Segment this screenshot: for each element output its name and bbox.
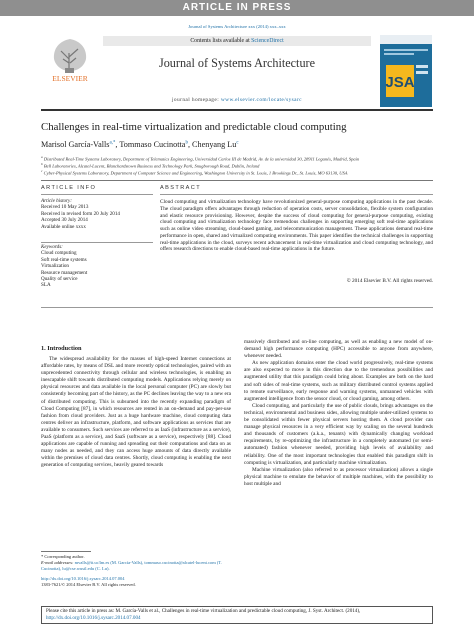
corresponding-author-note: * Corresponding author. <box>41 554 85 559</box>
divider <box>41 194 153 195</box>
email-links[interactable]: mvalls@it.uc3m.es (M. García-Valls), tommaso.cucinotta@alcatel-lucent.com (T. Cucinotta), lu@cse.wustl.edu (C. Lu). <box>41 560 222 572</box>
author-name: Tommaso Cucinotta <box>119 140 186 149</box>
body-text-right-column <box>244 339 433 488</box>
divider <box>41 180 433 181</box>
cover-letters: JSA <box>385 74 415 91</box>
author-name: Chenyang Lu <box>192 140 237 149</box>
history-entry: Received 10 May 2013 <box>41 204 89 211</box>
author-name: Marisol García-Valls <box>41 140 110 149</box>
abstract-heading: ABSTRACT <box>160 185 202 191</box>
journal-citation-line[interactable]: Journal of Systems Architecture xxx (2014) xxx–xxx <box>188 24 286 29</box>
paragraph: Machine virtualization (also referred to as processor virtualization) allows a single physical machine to emulate the behavior of multiple machines, with the possibility to host multiple and <box>244 466 433 487</box>
history-entry: Accepted 30 July 2014 <box>41 217 88 224</box>
body-text-left-column: The widespread availability for the masses of high-speed Internet connections at affordable rates, by means of DSL and more recently optical technologies, paired with an unprecedented connectivity through cellular and wireless technologies, is enabling an inescapable shift towards distributed computing models. Applications relying merely on physical resources and data available in the local personal computer (PC) are slowly but consistently becoming part of the history, as the PC declines leaving the way to a new era of distributed computing. This is subsumed into the recently expanding paradigm of Cloud Computing [87], in which resources are rented in an on-demand and pay-per-use fashion from cloud providers. Just as a huge hardware machine, cloud computing data centres deliver an infrastructure, platform, and software applications as services that are available to consumers. Such services are referred to as IaaS (infrastructure as a service), PaaS (platform as a service), and SaaS (software as a service), respectively [88]. Cloud applications are capable of running and spreading out their computations and data on as many nodes as needed, and they can access huge amounts of data directly available within the premises of cloud data centres. Shortly, cloud computing is enabling the next generation of computing services, heavily geared towards <box>41 356 231 469</box>
article-history: Article history: Received 10 May 2013 Received in revised form 20 July 2014 Accepted 30 July 2014 Available online xxxx <box>41 198 153 230</box>
history-entry: Received in revised form 20 July 2014 <box>41 210 120 217</box>
author-affiliation-mark[interactable]: a,* <box>109 140 116 146</box>
section-heading: 1. Introduction <box>41 345 82 352</box>
cite-this-article-box <box>41 606 433 624</box>
journal-cover-image <box>380 35 432 107</box>
article-title: Challenges in real-time virtualization and predictable cloud computing <box>41 121 347 133</box>
copyright-notice: © 2014 Elsevier B.V. All rights reserved. <box>346 278 433 284</box>
journal-title: Journal of Systems Architecture <box>158 56 316 70</box>
divider <box>160 194 433 195</box>
divider <box>41 242 153 243</box>
keyword: Resource management <box>41 269 88 276</box>
affiliation: $^b$ Bell Laboratories, Alcatel-Lucent, Blanchardstown Business and Technology Park, Snugborough Road, Dublin, Ireland <box>41 162 260 169</box>
elsevier-logo <box>41 35 99 83</box>
affiliation: $^c$ Cyber-Physical Systems Laboratory, Department of Computer Science and Engineering, Washington University in St. Louis, 1 Brookings Dr., St. Louis, MO 63130, USA <box>41 169 348 176</box>
paragraph: Cloud computing, and particularly the use of public clouds, brings advantages on the technical, environmental and business sides, allowing multiple under-utilized systems to be consolidated within fewer physical servers hosting them. A cloud provider can manage physical resources in a very efficient way by scaling on the several hundreds and thousands of customers (a.k.a., tenants) with dynamically changing workload requirements, by re-optimizing the infrastructure in a completely automated (or semi-automated) fashion whenever needed, providing high levels of availability and reliability. One of the most important technologies that enabled this paradigm shift in computing is virtualization, and particularly machine virtualization. <box>244 402 433 466</box>
paragraph: massively distributed and on-line computing, as well as enabling a new model of on-demand high performance computing (HPC) accessible to anyone from anywhere, whenever needed. <box>244 339 433 360</box>
footnote-rule <box>41 551 91 552</box>
keyword: Quality of service <box>41 276 78 283</box>
email-addresses: E-mail addresses: mvalls@it.uc3m.es (M. García-Valls), tommaso.cucinotta@alcatel-lucent.com (T. Cucinotta), lu@cse.wustl.edu (C. Lu). <box>41 560 222 572</box>
keywords-list: Keywords: Cloud computing Soft real-time systems Virtualization Resource management Quality of service SLA <box>41 244 153 289</box>
doi-link[interactable]: http://dx.doi.org/10.1016/j.sysarc.2014.07.004 <box>41 575 125 581</box>
keyword: Virtualization <box>41 263 69 270</box>
history-entry: Available online xxxx <box>41 223 86 230</box>
issn-line: 1383-7621/© 2014 Elsevier B.V. All rights reserved. <box>41 581 136 587</box>
author-affiliation-mark[interactable]: b <box>185 140 188 146</box>
journal-homepage: journal homepage: www.elsevier.com/locate/sysarc <box>172 97 302 103</box>
contents-list-note: Contents lists available at ScienceDirect <box>103 36 371 46</box>
sciencedirect-link[interactable]: ScienceDirect <box>251 38 284 44</box>
footnotes <box>41 554 231 588</box>
keyword: SLA <box>41 282 51 289</box>
abstract-text: Cloud computing and virtualization technology have revolutionized general-purpose computing applications in the past decade. The cloud paradigm offers advantages through reduction of operation costs, server consolidation, flexible system configuration and elastic resource provisioning. However, despite the success of cloud computing for general-purpose computing, existing cloud computing and virtualization technology face tremendous challenges in supporting emerging soft real-time applications such as online video streaming, cloud-based gaming, and telecommunication management. These applications demand real-time performance in open, shared and virtualized computing environments. This paper identifies the technical challenges in supporting real-time applications in the cloud, surveys recent advancement in real-time virtualization and cloud computing technology, and offers research directions to enable cloud-based real-time applications in the future. <box>160 199 433 253</box>
divider <box>41 307 433 308</box>
article-in-press-banner: ARTICLE IN PRESS <box>0 0 474 16</box>
elsevier-wordmark: ELSEVIER <box>52 74 88 83</box>
author-list: Marisol García-Valls$^{a,*}$, Tommaso Cucinotta$^b$, Chenyang Lu$^c$ <box>41 140 239 149</box>
keyword: Cloud computing <box>41 250 77 257</box>
article-info-heading: ARTICLE INFO <box>41 185 97 191</box>
journal-homepage-link[interactable]: www.elsevier.com/locate/sysarc <box>220 97 302 103</box>
affiliation: $^a$ Distributed Real-Time Systems Laboratory, Department of Telematics Engineering, Universidad Carlos III de Madrid, Av. de la universidad 30, 28911 Leganés, Madrid, Spain <box>41 155 360 162</box>
cite-doi-link[interactable]: http://dx.doi.org/10.1016/j.sysarc.2014.07.004 <box>46 615 141 622</box>
author-affiliation-mark[interactable]: c <box>236 140 239 146</box>
paragraph: As new application domains enter the cloud world progressively, real-time systems are also expected to move in this direction due to the tremendous possibilities and augmented utility that this paradigm could bring about. Examples are both on the hard and soft sides of real-time systems, such as military distributed control systems applied to remote surveillance, early response and warning systems, unmanned vehicles with augmented intelligence from the sensor cloud, or cloud gaming, among others. <box>244 360 433 402</box>
cite-text: Please cite this article in press as: M. García-Valls et al., Challenges in real-time virtualization and predictable cloud computing, J. Syst. Architect. (2014), <box>46 608 361 614</box>
header-rule <box>41 109 433 111</box>
keyword: Soft real-time systems <box>41 256 87 263</box>
